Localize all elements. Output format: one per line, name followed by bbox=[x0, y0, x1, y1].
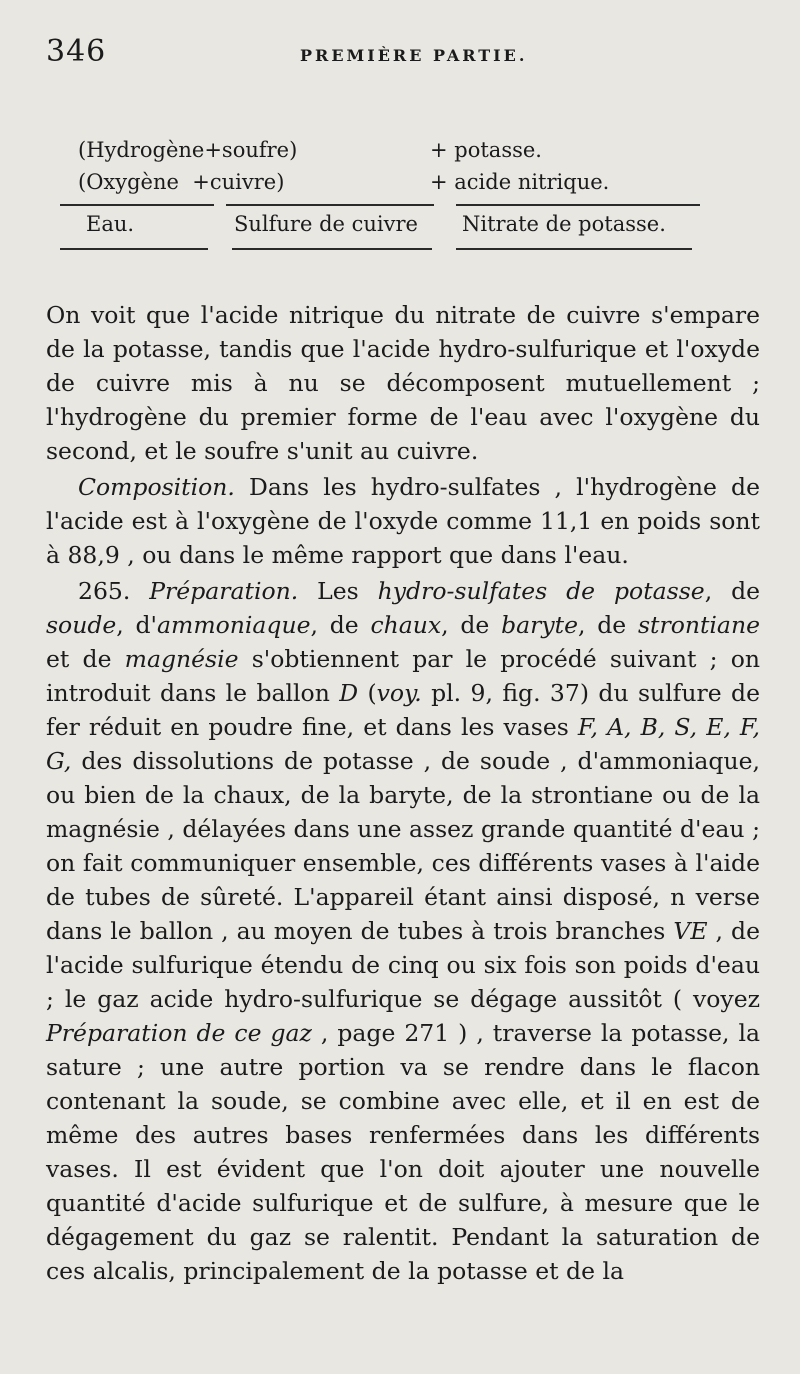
text-run: , de bbox=[441, 611, 502, 639]
section-label-composition: Composition. bbox=[78, 473, 235, 501]
italic-term: ammoniaque bbox=[157, 611, 311, 639]
paragraph-preparation bbox=[46, 574, 760, 1288]
paragraph-composition bbox=[46, 470, 760, 572]
italic-term: strontiane bbox=[637, 611, 760, 639]
equation-rule-3 bbox=[456, 204, 700, 206]
italic-term: magnésie bbox=[124, 645, 239, 673]
italic-term: chaux bbox=[370, 611, 442, 639]
reactant-oxygen-copper: (Oxygène +cuivre) bbox=[78, 170, 285, 194]
paragraph-reaction-explanation: On voit que l'acide nitrique du nitrate de cuivre s'empare de la potasse, tandis que l'acide hydro-sulfurique et l'oxyde de cuivre mis à nu se décomposent mutuellement ; l'hydrogène du premier forme de l'eau avec l'oxygène du second, et le soufre s'unit au cuivre. bbox=[46, 301, 760, 465]
equation-rule-1 bbox=[60, 204, 214, 206]
text-run: , page 271 ) , traverse la potasse, la sature ; une autre portion va se rendre dans le flacon contenant la soude, se combine avec elle, et il en est de même des autres bases renfermées dans les différents vases. Il est évident que l'on doit ajouter une nouvelle quantité d'acide sulfurique et de sulfure, à mesure que le dégagement du gaz se ralentit. Pendant la saturation de ces alcalis, principalement de la potasse et de la bbox=[46, 1019, 760, 1285]
text-run: , de l'acide sulfurique étendu de cinq ou six fois son poids d'eau ; le gaz acide hydro-sulfurique se dégage aussitôt ( voyez bbox=[46, 917, 760, 1013]
product-potassium-nitrate: Nitrate de potasse. bbox=[462, 212, 666, 236]
equation-rule-4 bbox=[60, 248, 208, 250]
reaction-equation bbox=[46, 138, 756, 268]
page-number: 346 bbox=[46, 34, 107, 69]
text-run: s'obtiennent par le procédé suivant ; on introduit dans le ballon bbox=[46, 645, 760, 707]
text-run: pl. 9, fig. 37) du sulfure de fer réduit en poudre fine, et dans les vases bbox=[46, 679, 761, 741]
italic-term: baryte bbox=[501, 611, 579, 639]
page-header bbox=[0, 34, 800, 74]
text-run: des dissolutions de potasse , de soude , d'ammoniaque, ou bien de la chaux, de la baryte, de la strontiane ou de la magnésie , délayées dans une assez grande quantité d'eau ; on fait communiquer ensemble, ces différents vases à l'aide de tubes de sûreté. L'appareil étant ainsi disposé, n verse dans le ballon , au moyen de tubes à trois branches bbox=[46, 747, 760, 945]
equation-rule-5 bbox=[232, 248, 432, 250]
italic-term: voy. bbox=[376, 679, 422, 707]
body-text bbox=[46, 298, 760, 1290]
product-copper-sulfide: Sulfure de cuivre bbox=[234, 212, 418, 236]
italic-term: soude bbox=[46, 611, 117, 639]
section-label-preparation: Préparation. bbox=[149, 577, 299, 605]
equation-rule-6 bbox=[456, 248, 692, 250]
reactant-hydrogen-sulfur: (Hydrogène+soufre) bbox=[78, 138, 298, 162]
text-run: , de bbox=[578, 611, 638, 639]
composition-text: Dans les hydro-sulfates , l'hydrogène de l'acide est à l'oxygène de l'oxyde comme 11,1 en poids sont à 88,9 , ou dans le même rapport que dans l'eau. bbox=[46, 473, 760, 569]
product-water: Eau. bbox=[86, 212, 135, 236]
section-number: 265. bbox=[78, 577, 150, 605]
text-run: , d' bbox=[116, 611, 158, 639]
text-run: , de bbox=[704, 577, 761, 605]
text-run: et de bbox=[46, 645, 125, 673]
text-run: , de bbox=[310, 611, 371, 639]
reactant-potash: + potasse. bbox=[430, 138, 542, 162]
text-run: Les bbox=[298, 577, 378, 605]
italic-term: VE bbox=[673, 917, 708, 945]
italic-term: F, A, B, S, E, F, G, bbox=[46, 713, 761, 775]
text-run: ( bbox=[358, 679, 377, 707]
reactant-nitric-acid: + acide nitrique. bbox=[430, 170, 610, 194]
running-head: PREMIÈRE PARTIE. bbox=[300, 46, 528, 65]
italic-term: hydro-sulfates de potasse bbox=[377, 577, 705, 605]
italic-term: Préparation de ce gaz bbox=[46, 1019, 312, 1047]
italic-term: D bbox=[339, 679, 359, 707]
equation-rule-2 bbox=[226, 204, 434, 206]
